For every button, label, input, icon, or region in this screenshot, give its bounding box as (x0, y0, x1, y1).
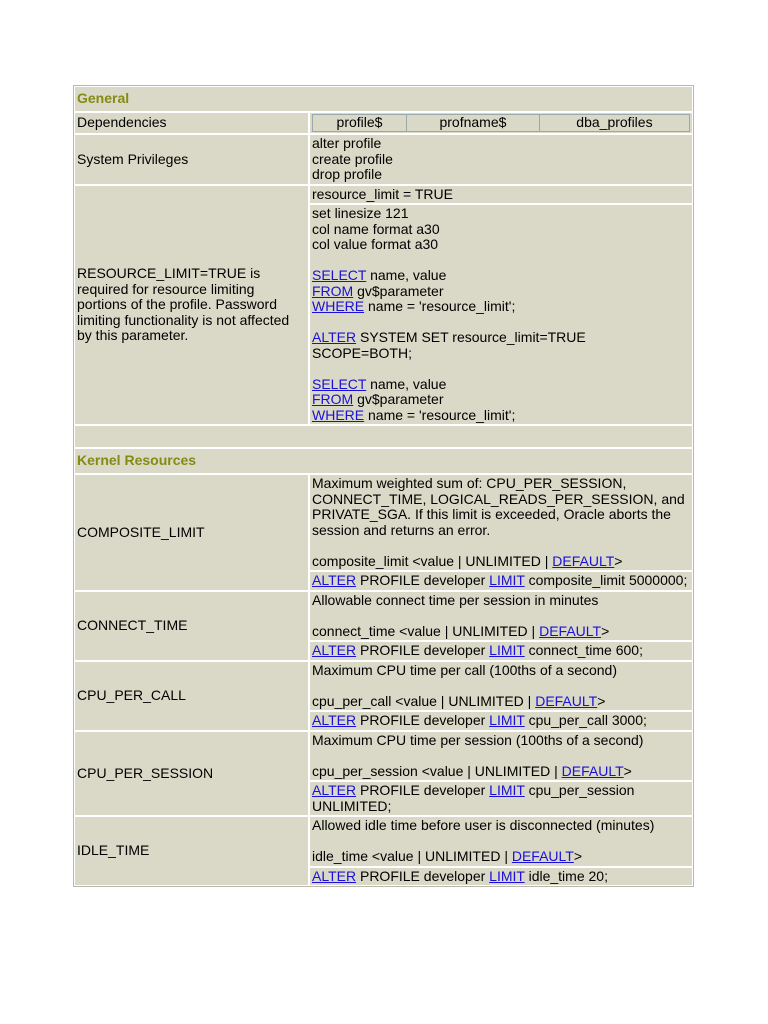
limit-keyword-link[interactable]: LIMIT (489, 572, 525, 588)
syntax-line (312, 764, 690, 780)
kernel-resource-name: CPU_PER_SESSION (74, 731, 309, 817)
syntax-text: > (601, 622, 610, 639)
code-text: SCOPE=BOTH; (312, 344, 412, 361)
code-text: SYSTEM SET resource_limit=TRUE (356, 329, 586, 345)
syntax-text: > (597, 692, 606, 709)
kernel-resource-description (309, 816, 693, 867)
limit-keyword-link[interactable]: LIMIT (489, 867, 525, 884)
kernel-row (74, 731, 693, 782)
dependencies-table (312, 114, 690, 132)
code-line (312, 253, 690, 269)
alter-keyword-link[interactable]: ALTER (312, 782, 357, 798)
kernel-heading-row (74, 448, 693, 474)
privilege-item: alter profile (312, 135, 382, 151)
code-line (312, 377, 690, 393)
code-text: connect_time 600; (524, 642, 643, 658)
keyword-link[interactable]: SELECT (312, 267, 367, 283)
code-text: name, value (366, 267, 447, 283)
code-line (312, 361, 690, 377)
syntax-text: cpu_per_session <value | UNLIMITED | (312, 762, 562, 779)
blank-line (312, 748, 690, 764)
kernel-resource-description (309, 474, 693, 571)
code-line (312, 315, 690, 331)
code-text: col name format a30 (312, 220, 440, 237)
syntax-line (312, 624, 690, 640)
resource-limit-value: resource_limit = TRUE (309, 185, 693, 205)
code-line (312, 268, 690, 284)
document (73, 85, 694, 887)
general-heading-row (74, 86, 693, 112)
kernel-resource-name: CONNECT_TIME (74, 591, 309, 661)
kernel-row (74, 591, 693, 642)
alter-keyword-link[interactable]: ALTER (312, 867, 357, 884)
code-line (312, 206, 690, 222)
description-text: Maximum CPU time per session (100ths of a second) (312, 731, 644, 748)
code-line (312, 237, 690, 253)
privilege-item: drop profile (312, 166, 383, 182)
syntax-text: > (614, 552, 623, 569)
code-text: cpu_per_session UNLIMITED; (312, 782, 635, 814)
description-text: Maximum CPU time per call (100ths of a second) (312, 661, 617, 678)
alter-keyword-link[interactable]: ALTER (312, 572, 357, 588)
system-privileges-label: System Privileges (74, 134, 309, 185)
code-text: name = 'resource_limit'; (364, 406, 516, 423)
dependencies-cell (309, 112, 693, 134)
keyword-link[interactable]: WHERE (312, 406, 365, 423)
code-text: PROFILE developer (356, 642, 490, 658)
code-text: PROFILE developer (356, 867, 490, 884)
dependencies-label: Dependencies (74, 112, 309, 134)
spacer-cell (74, 425, 693, 448)
syntax-text: cpu_per_call <value | UNLIMITED | (312, 692, 536, 709)
kernel-row (74, 661, 693, 712)
limit-keyword-link[interactable]: LIMIT (489, 782, 525, 798)
keyword-link[interactable]: ALTER (312, 329, 357, 345)
syntax-line (312, 849, 690, 865)
privilege-item: create profile (312, 150, 393, 167)
code-text: composite_limit 5000000; (524, 572, 688, 588)
syntax-text: idle_time <value | UNLIMITED | (312, 848, 512, 864)
keyword-link[interactable]: FROM (312, 391, 354, 407)
code-text: name, value (366, 375, 447, 392)
syntax-text: > (573, 848, 583, 864)
code-text: gv$parameter (353, 282, 444, 299)
description-text: Allowed idle time before user is disconnected (minutes) (312, 817, 655, 833)
kernel-example-code (309, 641, 693, 661)
default-keyword-link[interactable]: DEFAULT (539, 622, 602, 639)
code-text: idle_time 20; (524, 867, 608, 884)
keyword-link[interactable]: WHERE (312, 298, 365, 314)
dependencies-row (74, 112, 693, 134)
code-line (312, 346, 690, 362)
kernel-row (74, 816, 693, 867)
code-line (312, 392, 690, 408)
blank-line (312, 538, 690, 554)
kernel-resource-name: COMPOSITE_LIMIT (74, 474, 309, 591)
kernel-example-code (309, 711, 693, 731)
kernel-resource-name: IDLE_TIME (74, 816, 309, 886)
dependency-item: profile$ (313, 115, 407, 132)
description-text: Maximum weighted sum of: CPU_PER_SESSION, CONNECT_TIME, LOGICAL_READS_PER_SESSION, and PRIVATE_SGA. If this limit is exceeded, Oracle aborts the session and returns an error. (312, 475, 685, 538)
general-heading: General (74, 86, 693, 112)
default-keyword-link[interactable]: DEFAULT (552, 552, 615, 569)
dependency-item: dba_profiles (539, 115, 689, 132)
code-text: PROFILE developer (356, 782, 490, 798)
blank-line (312, 834, 690, 850)
kernel-example-code (309, 781, 693, 816)
kernel-example-code (309, 571, 693, 591)
blank-line (312, 678, 690, 694)
syntax-text: composite_limit <value | UNLIMITED | (312, 552, 553, 569)
kernel-resource-name: CPU_PER_CALL (74, 661, 309, 731)
code-text: PROFILE developer (356, 572, 490, 588)
syntax-line (312, 554, 690, 570)
kernel-resource-description (309, 591, 693, 642)
alter-keyword-link[interactable]: ALTER (312, 642, 357, 658)
code-line (312, 330, 690, 346)
syntax-line (312, 694, 690, 710)
default-keyword-link[interactable]: DEFAULT (561, 762, 624, 779)
code-line (312, 408, 690, 424)
kernel-row (74, 474, 693, 571)
code-text: gv$parameter (353, 391, 444, 407)
code-text: name = 'resource_limit'; (364, 298, 516, 314)
code-line (312, 299, 690, 315)
kernel-resource-description (309, 661, 693, 712)
keyword-link[interactable]: SELECT (312, 375, 367, 392)
system-privileges-row (74, 134, 693, 185)
limit-keyword-link[interactable]: LIMIT (489, 642, 525, 658)
code-line (312, 222, 690, 238)
code-text: col value format a30 (312, 236, 439, 252)
syntax-text: connect_time <value | UNLIMITED | (312, 622, 540, 639)
system-privileges-cell (309, 134, 693, 185)
profile-table (73, 85, 694, 887)
resource-limit-row (74, 185, 693, 205)
code-text: cpu_per_call 3000; (524, 712, 647, 728)
limit-keyword-link[interactable]: LIMIT (489, 712, 525, 728)
alter-keyword-link[interactable]: ALTER (312, 712, 357, 728)
default-keyword-link[interactable]: DEFAULT (511, 848, 574, 864)
default-keyword-link[interactable]: DEFAULT (535, 692, 598, 709)
code-line (312, 284, 690, 300)
code-text: set linesize 121 (312, 205, 409, 221)
spacer-row (74, 425, 693, 448)
kernel-example-code (309, 867, 693, 887)
dependency-item: profname$ (407, 115, 540, 132)
description-text: Allowable connect time per session in minutes (312, 591, 599, 608)
syntax-text: > (623, 762, 632, 779)
code-text: PROFILE developer (356, 712, 490, 728)
blank-line (312, 608, 690, 624)
kernel-resource-description (309, 731, 693, 782)
keyword-link[interactable]: FROM (312, 282, 354, 299)
kernel-heading: Kernel Resources (74, 448, 693, 474)
resource-limit-code-block (309, 204, 693, 425)
resource-limit-label: RESOURCE_LIMIT=TRUE is required for resource limiting portions of the profile. Password limiting functionality is not affected by this parameter. (74, 185, 309, 426)
